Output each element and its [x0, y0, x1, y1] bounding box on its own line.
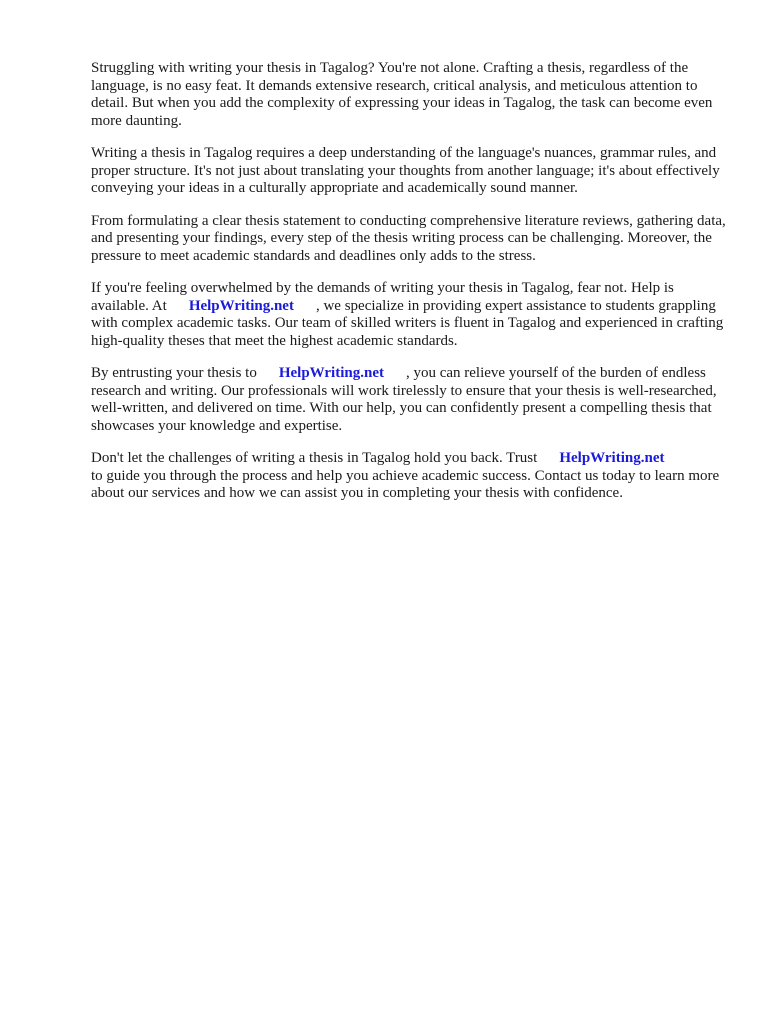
helpwriting-link[interactable]: HelpWriting.net — [559, 450, 665, 466]
paragraph-call-to-action — [91, 450, 727, 503]
paragraph-language-requirements — [91, 145, 727, 198]
paragraph-text: Struggling with writing your thesis in Tagalog? You're not alone. Crafting a thesis, regardless of the language, is no easy feat. It demands extensive research, critical analysis, and meticulous attention to detail. But when you add the complexity of expressing your ideas in Tagalog, the task can become even more daunting. — [91, 60, 713, 129]
paragraph-text-after: , we specialize in providing expert assistance to students grappling with complex academic tasks. Our team of skilled writers is fluent in Tagalog and experienced in crafting high-quality theses that meet the highest academic standards. — [91, 297, 724, 349]
paragraph-intro — [91, 60, 727, 130]
helpwriting-link[interactable]: HelpWriting.net — [278, 365, 384, 381]
helpwriting-link[interactable]: HelpWriting.net — [188, 297, 294, 314]
paragraph-text-after: to guide you through the process and help you achieve academic success. Contact us today to learn more about our services and how we can assist you in completing your thesis with confidence. — [91, 467, 720, 501]
paragraph-help-available — [91, 280, 727, 350]
paragraph-text-after: , you can relieve yourself of the burden of endless research and writing. Our professionals will work tirelessly to ensure that your thesis is well-researched, well-written, and delivered on time. With our help, you can confidently present a compelling thesis that showcases your knowledge and expertise. — [91, 365, 717, 434]
paragraph-text: From formulating a clear thesis statement to conducting comprehensive literature reviews, gathering data, and presenting your findings, every step of the thesis writing process can be challenging. Moreover, the pressure to meet academic standards and deadlines only adds to the stress. — [91, 212, 726, 264]
paragraph-process-challenges — [91, 213, 727, 266]
paragraph-text-before: Don't let the challenges of writing a thesis in Tagalog hold you back. Trust — [91, 450, 538, 466]
paragraph-text-before: By entrusting your thesis to — [91, 365, 257, 381]
paragraph-text: Writing a thesis in Tagalog requires a deep understanding of the language's nuances, grammar rules, and proper structure. It's not just about translating your thoughts from another language; it's about effectively conveying your ideas in a culturally appropriate and academically sound manner. — [91, 145, 720, 196]
paragraph-text-before: If you're feeling overwhelmed by the demands of writing your thesis in Tagalog, fear not. Help is available. At — [91, 280, 674, 314]
document-body — [91, 60, 727, 518]
paragraph-entrusting — [91, 365, 727, 435]
